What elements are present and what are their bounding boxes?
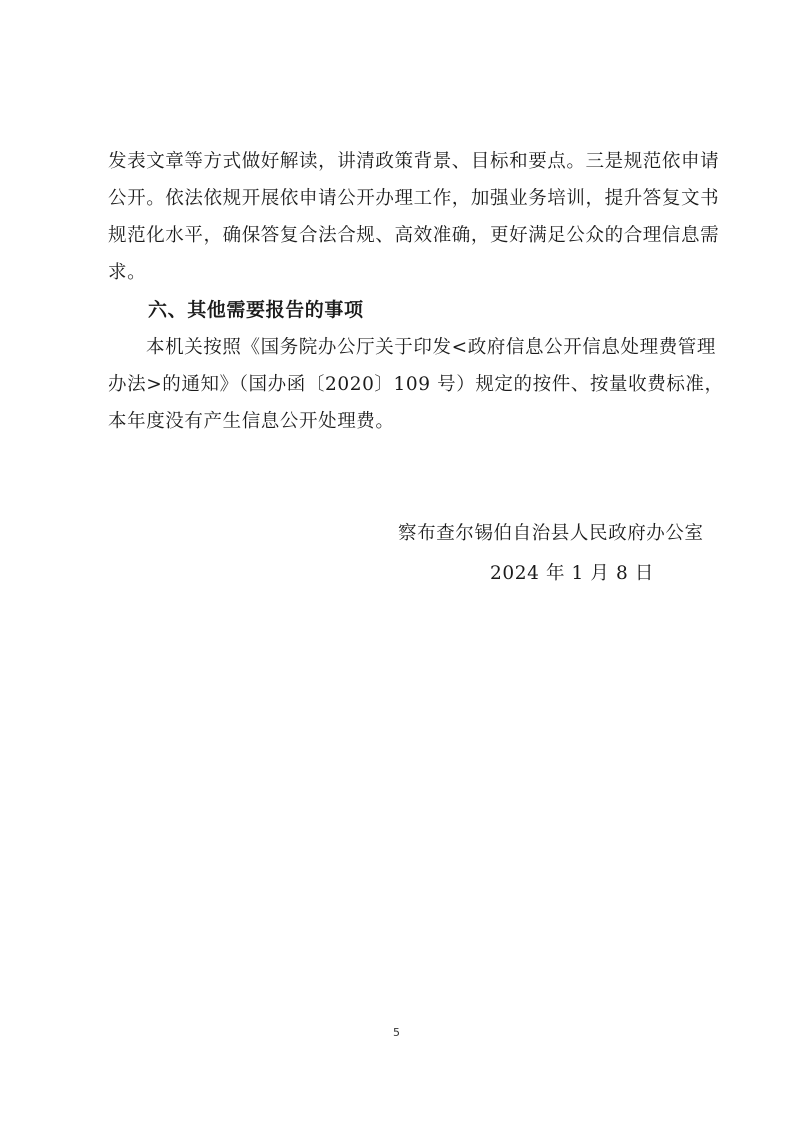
- section-heading: 六、其他需要报告的事项: [148, 299, 364, 321]
- paragraph-line: 求。: [108, 262, 147, 283]
- paragraph-line: 本年度没有产生信息公开处理费。: [108, 411, 395, 432]
- paragraph-line: 本机关按照《国务院办公厅关于印发<政府信息公开信息处理费管理: [146, 337, 717, 358]
- signature-date: 2024 年 1 月 8 日: [490, 563, 654, 584]
- signature-organization: 察布查尔锡伯自治县人民政府办公室: [398, 523, 704, 544]
- paragraph-line: 公开。依法依规开展依申请公开办理工作，加强业务培训，提升答复文书: [108, 188, 720, 209]
- paragraph-line: 规范化水平，确保答复合法合规、高效准确，更好满足公众的合理信息需: [108, 225, 720, 246]
- page-number: 5: [393, 1026, 400, 1039]
- paragraph-line: 办法>的通知》（国办函〔2020〕109 号）规定的按件、按量收费标准，: [108, 374, 724, 395]
- paragraph-line: 发表文章等方式做好解读，讲清政策背景、目标和要点。三是规范依申请: [108, 151, 720, 172]
